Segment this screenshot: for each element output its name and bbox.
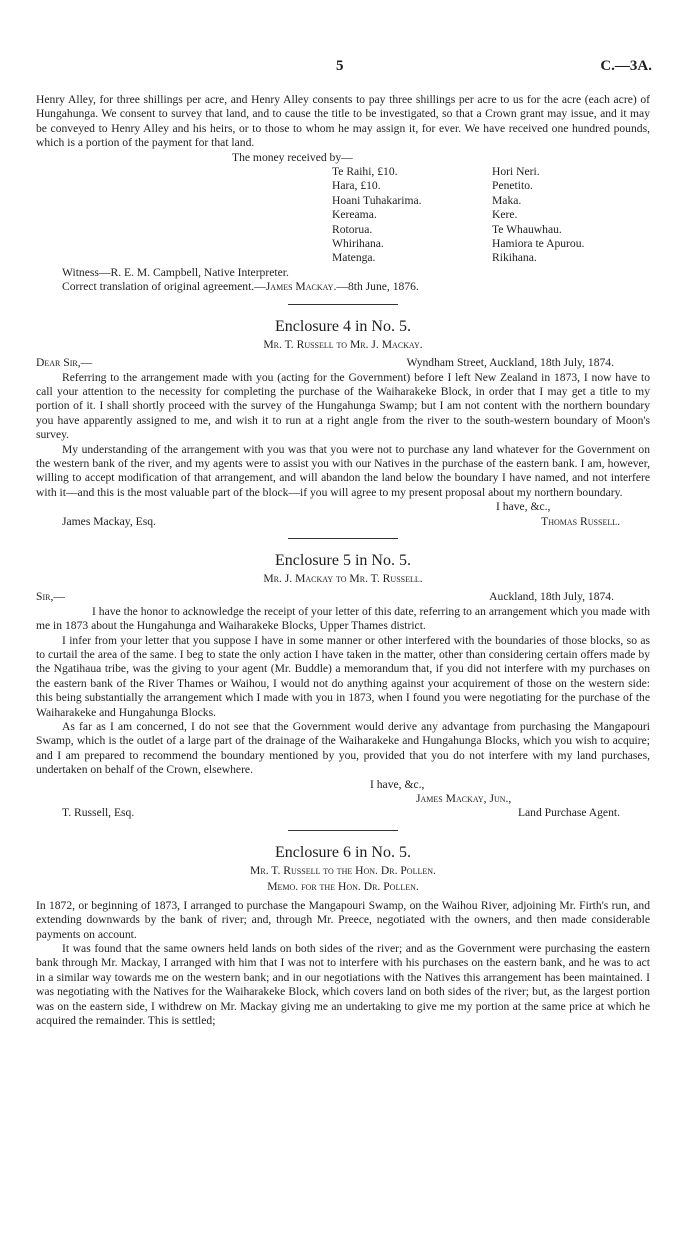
section-divider (288, 304, 398, 305)
enclosure-6-title: Enclosure 6 in No. 5. (275, 843, 411, 861)
signatory: Hori Neri. (492, 165, 540, 179)
enclosure-4-title: Enclosure 4 in No. 5. (275, 317, 411, 335)
enclosure-5-salutation-row (36, 590, 650, 604)
document-reference: C.—3A. (600, 58, 652, 74)
letter-paragraph: Referring to the arrangement made with you (acting for the Government) before I left New Zealand in 1873, I now have to call your attention to the necessity for completing the purchase of the Waiharakeke Block, in order that I may get a title to my portion of it. I shall shortly proceed with the survey of the Hungahunga Swamp; but I am not content with the northern boundary you have apparently assigned to me, and wish it to run at a right angle from the river to the south-western boundary of Moon's survey. (36, 370, 650, 442)
closing: I have, &c., (370, 777, 425, 791)
enclosure-4-salutation-row (36, 356, 650, 370)
money-received-intro: The money received by— (232, 150, 353, 164)
signatory: Whirihana. (332, 237, 384, 251)
addressee: T. Russell, Esq. (62, 806, 135, 820)
enclosure-4-signature-row (36, 515, 650, 529)
agreement-paragraph: Henry Alley, for three shillings per acre, and Henry Alley consents to pay three shillings per acre to us for the acre (each acre) of Hungahunga. We consent to survey that land, and to cause the title to be investigated, so that a Crown grant may issue, and it may be conveyed to Henry Alley and his heirs, or to those to whom he may assign it, for ever. We have received one hundred pounds, which is a portion of the payment for that land. (36, 93, 650, 150)
signatory: Rikihana. (492, 251, 537, 265)
memo-heading: Memo. for the Hon. Dr. Pollen. (267, 880, 419, 894)
signatory: Hamiora te Apurou. (492, 237, 585, 251)
signatories-right (492, 165, 652, 266)
dateline: Wyndham Street, Auckland, 18th July, 1874. (406, 356, 614, 370)
signature: Thomas Russell. (541, 514, 620, 528)
signatory: Maka. (492, 193, 522, 207)
page-header (0, 58, 700, 78)
salutation: Sir,— (36, 590, 65, 604)
section-divider (288, 830, 398, 831)
memo-paragraph: In 1872, or beginning of 1873, I arranged to purchase the Mangapouri Swamp, on the Waihou River, adjoining Mr. Firth's run, and extending downwards by the bank of river; and, through Mr. Preece, negotiated with the owners, and then made considerable payments on account. (36, 898, 650, 941)
closing: I have, &c., (496, 500, 551, 514)
letter-paragraph: I infer from your letter that you suppose I have in some manner or other interfered with the boundaries of those blocks, so as to curtail the area of the same. I beg to state the only action I have taken in the matter, other than considering certain offers made by the Ngatihaua tribe, was the giving to your agent (Mr. Buddle) a memorandum that, if you did not interfere with my purchases on the eastern bank of the River Thames or Waihou, I would not do anything against your acquirement of those on the western side: this being substantially the arrangement which I made with you in 1873, when I found you were negotiating for the purchase of the Waiharakeke and Hungahunga Blocks. (36, 633, 650, 719)
enclosure-6-subtitle: Mr. T. Russell to the Hon. Dr. Pollen. (250, 863, 436, 877)
signature: James Mackay, Jun., (416, 792, 512, 806)
salutation: Dear Sir,— (36, 356, 93, 370)
letter-paragraph: I have the honor to acknowledge the receipt of your letter of this date, referring to an arrangement which you made with me in 1873 about the Hungahunga and Waiharakeke Blocks, Upper Thames district. (36, 604, 650, 633)
letter-paragraph: My understanding of the arrangement with you was that you were not to purchase any land whatever for the Government on the western bank of the river, and my agents were to assist you with our Natives in the purchase of the eastern bank. I am, however, willing to accept modification of that arrangement, and will abandon the land below the boundary I have named, and not interfere with it—and this is the most valuable part of the block—if you will agree to my present proposal about my northern boundary. (36, 442, 650, 499)
signatory: Te Raihi, £10. (332, 165, 398, 179)
signatory: Penetito. (492, 179, 533, 193)
signatory: Te Whauwhau. (492, 222, 562, 236)
document-body (36, 93, 650, 1028)
witness-line: Witness—R. E. M. Campbell, Native Interpreter. (62, 265, 289, 279)
signatory: Rotorua. (332, 222, 373, 236)
letter-paragraph: As far as I am concerned, I do not see that the Government would derive any advantage from purchasing the Mangapouri Swamp, which is the outlet of a large part of the drainage of the Waiharakeke and Hungahunga Blocks, which you wish to acquire; and I am prepared to recommend the boundary mentioned by you, provided that you do not interfere with my land purchases, undertaken on behalf of the Crown, elsewhere. (36, 720, 650, 777)
signatory: Hara, £10. (332, 179, 381, 193)
section-divider (288, 538, 398, 539)
enclosure-5-signature-row (36, 806, 650, 820)
addressee: James Mackay, Esq. (62, 514, 156, 528)
signatories-left (332, 165, 492, 266)
signatory: Hoani Tuhakarima. (332, 193, 422, 207)
enclosure-5-title: Enclosure 5 in No. 5. (275, 551, 411, 569)
signatory: Matenga. (332, 251, 376, 265)
memo-paragraph: It was found that the same owners held lands on both sides of the river; and as the Government were purchasing the eastern bank through Mr. Mackay, I arranged with him that I was not to interfere with his purchases on the eastern bank, and he was to act in a similar way towards me on the western bank; and in our negotiations with the Natives this arrangement has been maintained. I was negotiating with the Natives for the Waiharakeke Block, which covers land on both sides of the river; but, as the largest portion was on the eastern side, I withdrew on Mr. Mackay giving me an undertaking to give me my portion at the same price at which he acquired the remainder. This is settled; (36, 941, 650, 1027)
enclosure-4-subtitle: Mr. T. Russell to Mr. J. Mackay. (263, 337, 423, 351)
translation-line: Correct translation of original agreement.—James Mackay.—8th June, 1876. (62, 280, 419, 294)
signatory: Kereama. (332, 208, 377, 222)
enclosure-5-subtitle: Mr. J. Mackay to Mr. T. Russell. (263, 571, 423, 585)
signatories (36, 165, 650, 266)
signatory: Kere. (492, 208, 518, 222)
signatory-role: Land Purchase Agent. (517, 806, 620, 820)
dateline: Auckland, 18th July, 1874. (489, 590, 614, 604)
page-number: 5 (336, 58, 344, 74)
